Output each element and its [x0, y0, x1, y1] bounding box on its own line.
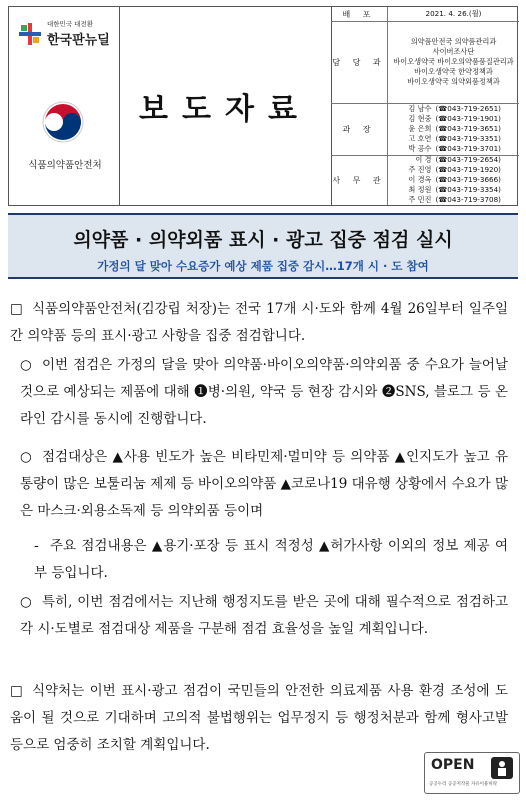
dept-item: 바이오생약국 한약정책과 — [414, 67, 493, 76]
contact-name: 주 진영 — [408, 165, 432, 174]
contact-phone: (☎043-719-2654) — [435, 155, 501, 164]
headline-title: 의약품 · 의약외품 표시 · 광고 집중 점검 실시 — [73, 229, 453, 251]
paragraph-marker: ○ — [20, 449, 32, 465]
info-table — [331, 7, 519, 205]
agency-name: 식품의약품안전처 — [28, 160, 102, 171]
contact-row — [394, 114, 514, 124]
new-deal-icon — [17, 21, 43, 47]
chief-row — [331, 103, 519, 156]
paragraph-marker: ○ — [20, 357, 32, 373]
dept-list — [388, 21, 519, 103]
dept-item: 의약품안전국 의약품관리과 — [410, 37, 497, 46]
dept-item: 사이버조사단 — [432, 47, 475, 56]
contact-name: 박 공수 — [408, 144, 432, 153]
press-release-header — [8, 6, 518, 206]
contact-name: 김 남수 — [408, 104, 432, 113]
contact-name: 김 현중 — [408, 114, 432, 123]
contact-phone: (☎043-719-2651) — [435, 104, 501, 113]
contact-name: 주 민진 — [408, 195, 432, 204]
contact-phone: (☎043-719-3354) — [435, 185, 501, 194]
date-value: 2021. 4. 26.(월) — [425, 9, 482, 18]
contact-phone: (☎043-719-1920) — [435, 165, 501, 174]
contact-phone: (☎043-719-3351) — [435, 134, 501, 143]
logo-cell — [9, 7, 120, 205]
contact-row — [394, 155, 514, 165]
body-paragraph — [20, 589, 508, 643]
paragraph-marker: □ — [10, 301, 23, 317]
dept-item: 바이오생약국 의약외품정책과 — [407, 77, 500, 86]
doc-type-cell — [119, 7, 332, 205]
paragraph-text: 이번 점검은 가정의 달을 맞아 의약품·바이오의약품·의약외품 중 수요가 늘어날 것으로 예상되는 제품에 대해 ❶병·의원, 약국 등 현장 감시와 ❷SNS, 블로그 등 온라인 감시를 동시에 진행합니다. — [20, 357, 508, 427]
headline-banner — [8, 213, 518, 279]
campaign-name: 한국판뉴딜 — [47, 33, 110, 48]
doc-type: 보도자료 — [139, 92, 311, 127]
paragraph-marker: ○ — [20, 594, 32, 610]
contact-row — [394, 185, 514, 195]
paragraph-text: 특히, 이번 점검에서는 지난해 행정지도를 받은 곳에 대해 필수적으로 점검하고 각 시·도별로 점검대상 제품을 구분해 점검 효율성을 높일 계획입니다. — [20, 594, 508, 637]
contact-phone: (☎043-719-3666) — [435, 175, 501, 184]
staff-row — [331, 155, 519, 205]
dept-label: 담 당 과 — [331, 21, 388, 103]
chief-list — [388, 103, 519, 155]
contact-row — [394, 165, 514, 175]
body-paragraph — [10, 678, 508, 759]
contact-phone: (☎043-719-1901) — [435, 114, 501, 123]
paragraph-text: 식약처는 이번 표시·광고 점검이 국민들의 안전한 의료제품 사용 환경 조성에 도움이 될 것으로 기대하며 고의적 불법행위는 업무정지 등 행정처분과 함께 형사고발 등으로 엄중히 조치할 계획입니다. — [10, 683, 508, 753]
body-paragraph — [34, 533, 508, 587]
contact-phone: (☎043-719-3651) — [435, 124, 501, 133]
contact-row — [394, 195, 514, 205]
paragraph-marker: □ — [10, 683, 23, 699]
chief-label: 과 장 — [331, 103, 388, 155]
contact-row — [394, 104, 514, 114]
staff-label: 사 무 관 — [331, 155, 388, 205]
headline-subtitle: 가정의 달 맞아 수요증가 예상 제품 집중 감시…17개 시 · 도 참여 — [97, 259, 429, 273]
attribution-icon — [491, 757, 513, 779]
open-label: OPEN — [431, 757, 475, 773]
dept-item: 바이오생약국 바이오의약품품질관리과 — [393, 57, 514, 66]
body-paragraph — [10, 296, 508, 350]
government-emblem-icon — [41, 100, 85, 144]
staff-list — [388, 155, 519, 205]
dept-row — [331, 21, 519, 104]
contact-name: 윤 은희 — [408, 124, 432, 133]
paragraph-text: 식품의약품안전처(김강립 처장)는 전국 17개 시·도와 함께 4월 26일부터 일주일간 의약품 등의 표시·광고 사항을 집중 점검합니다. — [10, 301, 508, 344]
contact-row — [394, 124, 514, 134]
contact-name: 이 경옥 — [408, 175, 432, 184]
paragraph-marker: - — [34, 538, 39, 554]
date-label: 배 포 — [331, 7, 388, 21]
paragraph-text: 주요 점검내용은 ▲용기·포장 등 표시 적정성 ▲허가사항 이외의 정보 제공 여부 등입니다. — [34, 538, 508, 581]
paragraph-text: 점검대상은 ▲사용 빈도가 높은 비타민제·멀미약 등 의약품 ▲인지도가 높고 유통량이 많은 보툴리눔 제제 등 바이오의약품 ▲코로나19 대유행 상황에서 수요가 많은 마스크·외용소독제 등 의약외품 등이며 — [20, 449, 508, 519]
body-paragraph — [20, 352, 508, 433]
contact-phone: (☎043-719-3701) — [435, 144, 501, 153]
contact-name: 고 호연 — [408, 134, 432, 143]
contact-name: 이 경 — [415, 155, 432, 164]
body-paragraph — [20, 444, 508, 525]
contact-phone: (☎043-719-3708) — [435, 195, 501, 204]
new-deal-logo — [17, 19, 115, 48]
open-license-badge — [424, 752, 520, 794]
contact-row — [394, 175, 514, 185]
open-caption: 공공누리 공공저작물 자유이용허락 — [429, 782, 498, 787]
contact-row — [394, 144, 514, 154]
date-row — [331, 7, 519, 22]
contact-name: 최 정원 — [408, 185, 432, 194]
emblem-caption: 대한민국 대전환 — [47, 20, 94, 28]
contact-row — [394, 134, 514, 144]
